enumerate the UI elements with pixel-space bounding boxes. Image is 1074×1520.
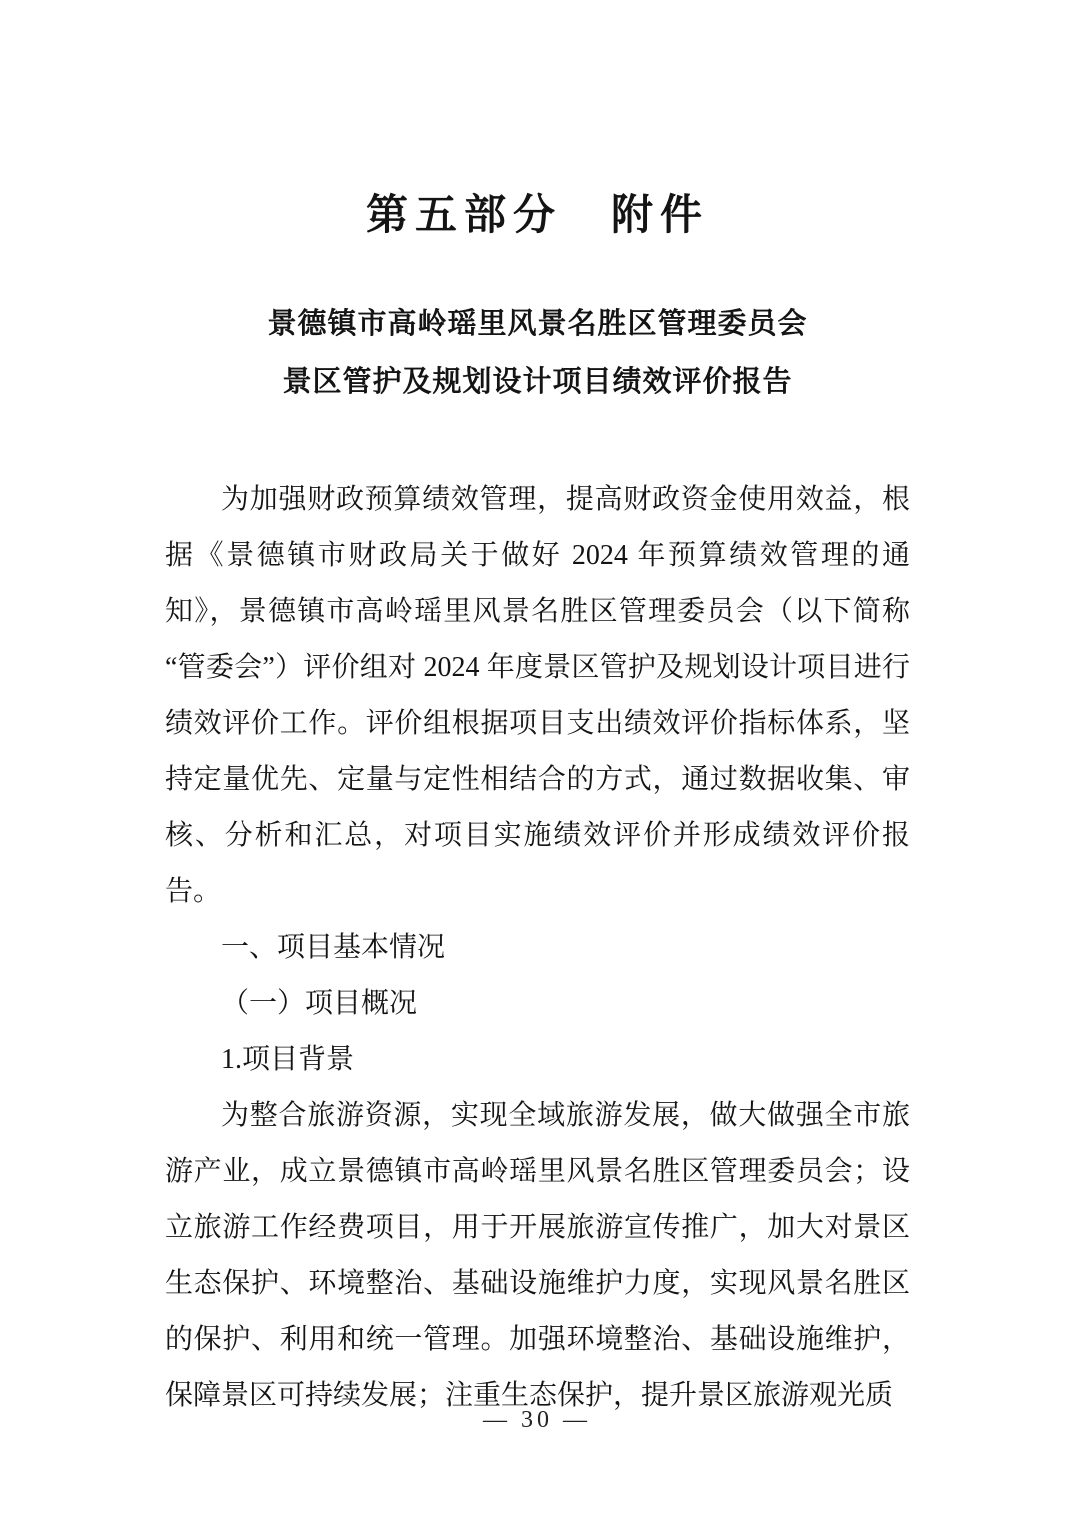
paragraph-intro: 为加强财政预算绩效管理，提高财政资金使用效益，根据《景德镇市财政局关于做好 2024 年预算绩效管理的通知》，景德镇市高岭瑶里风景名胜区管理委员会（以下简称“管委会”）评价组对 2024 年度景区管护及规划设计项目进行绩效评价工作。评价组根据项目支出绩效评价指标体系，坚持定量优先、定量与定性相结合的方式，通过数据收集、审核、分析和汇总，对项目实施绩效评价并形成绩效评价报告。 bbox=[165, 484, 910, 907]
heading-item-1-background: 1.项目背景 bbox=[221, 1044, 355, 1075]
section-title: 第五部分 附件 bbox=[365, 193, 709, 239]
report-title-line-2: 景区管护及规划设计项目绩效评价报告 bbox=[282, 366, 793, 398]
page-number: — 30 — bbox=[483, 1407, 591, 1433]
paragraph-project-background: 为整合旅游资源，实现全域旅游发展，做大做强全市旅游产业，成立景德镇市高岭瑶里风景名胜区管理委员会；设立旅游工作经费项目，用于开展旅游宣传推广，加大对景区生态保护、环境整治、基础设施维护力度，实现风景名胜区的保护、利用和统一管理。加强环境整治、基础设施维护，保障景区可持续发展；注重生态保护，提升景区旅游观光质 bbox=[165, 1100, 910, 1411]
heading-section-1: 一、项目基本情况 bbox=[221, 932, 446, 963]
body-text bbox=[165, 472, 910, 1424]
document-content bbox=[165, 186, 910, 1424]
heading-subsection-1-1: （一）项目概况 bbox=[221, 988, 418, 1019]
report-title bbox=[165, 295, 910, 411]
report-title-line-1: 景德镇市高岭瑶里风景名胜区管理委员会 bbox=[267, 308, 808, 340]
